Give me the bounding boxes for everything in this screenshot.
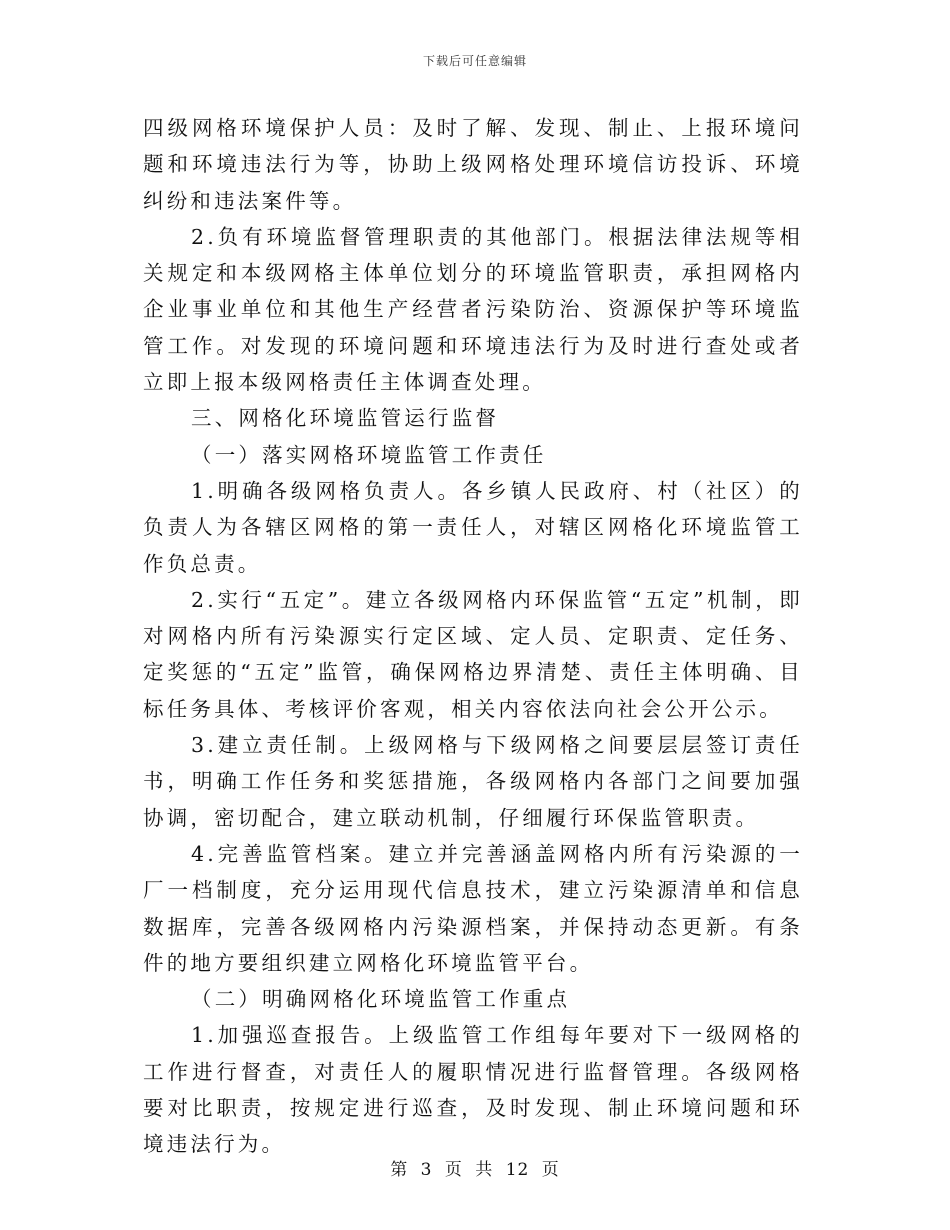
- paragraph: 2.负有环境监督管理职责的其他部门。根据法律法规等相关规定和本级网格主体单位划分的环境监管职责，承担网格内企业事业单位和其他生产经营者污染防治、资源保护等环境监管工作。对发现的环境问题和环境违法行为及时进行查处或者立即上报本级网格责任主体调查处理。: [143, 224, 803, 395]
- page-number-footer: 第 3 页 共 12 页: [390, 1160, 560, 1180]
- paragraph: 1.明确各级网格负责人。各乡镇人民政府、村（社区）的负责人为各辖区网格的第一责任人，对辖区网格化环境监管工作负总责。: [143, 478, 803, 576]
- paragraph: 4.完善监管档案。建立并完善涵盖网格内所有污染源的一厂一档制度，充分运用现代信息技术，建立污染源清单和信息数据库，完善各级网格内污染源档案，并保持动态更新。有条件的地方要组织建立网格化环境监管平台。: [143, 841, 803, 975]
- paragraph: 四级网格环境保护人员：及时了解、发现、制止、上报环境问题和环境违法行为等，协助上级网格处理环境信访投诉、环境纠纷和违法案件等。: [143, 116, 803, 213]
- document-body: [143, 110, 803, 1163]
- subsection-heading: （二）明确网格化环境监管工作重点: [191, 987, 571, 1012]
- paragraph: 3.建立责任制。上级网格与下级网格之间要层层签订责任书，明确工作任务和奖惩措施，各级网格内各部门之间要加强协调，密切配合，建立联动机制，仔细履行环保监管职责。: [143, 733, 803, 830]
- paragraph: 2.实行“五定”。建立各级网格内环保监管“五定”机制，即对网格内所有污染源实行定区域、定人员、定职责、定任务、定奖惩的“五定”监管，确保网格边界清楚、责任主体明确、目标任务具体、考核评价客观，相关内容依法向社会公开公示。: [143, 587, 803, 721]
- page-header: 下载后可任意编辑: [422, 54, 527, 68]
- subsection-heading: （一）落实网格环境监管工作责任: [191, 442, 547, 467]
- section-heading: 三、网格化环境监管运行监督: [191, 406, 500, 431]
- paragraph: 1.加强巡查报告。上级监管工作组每年要对下一级网格的工作进行督查，对责任人的履职情况进行监督管理。各级网格要对比职责，按规定进行巡查，及时发现、制止环境问题和环境违法行为。: [143, 1023, 803, 1157]
